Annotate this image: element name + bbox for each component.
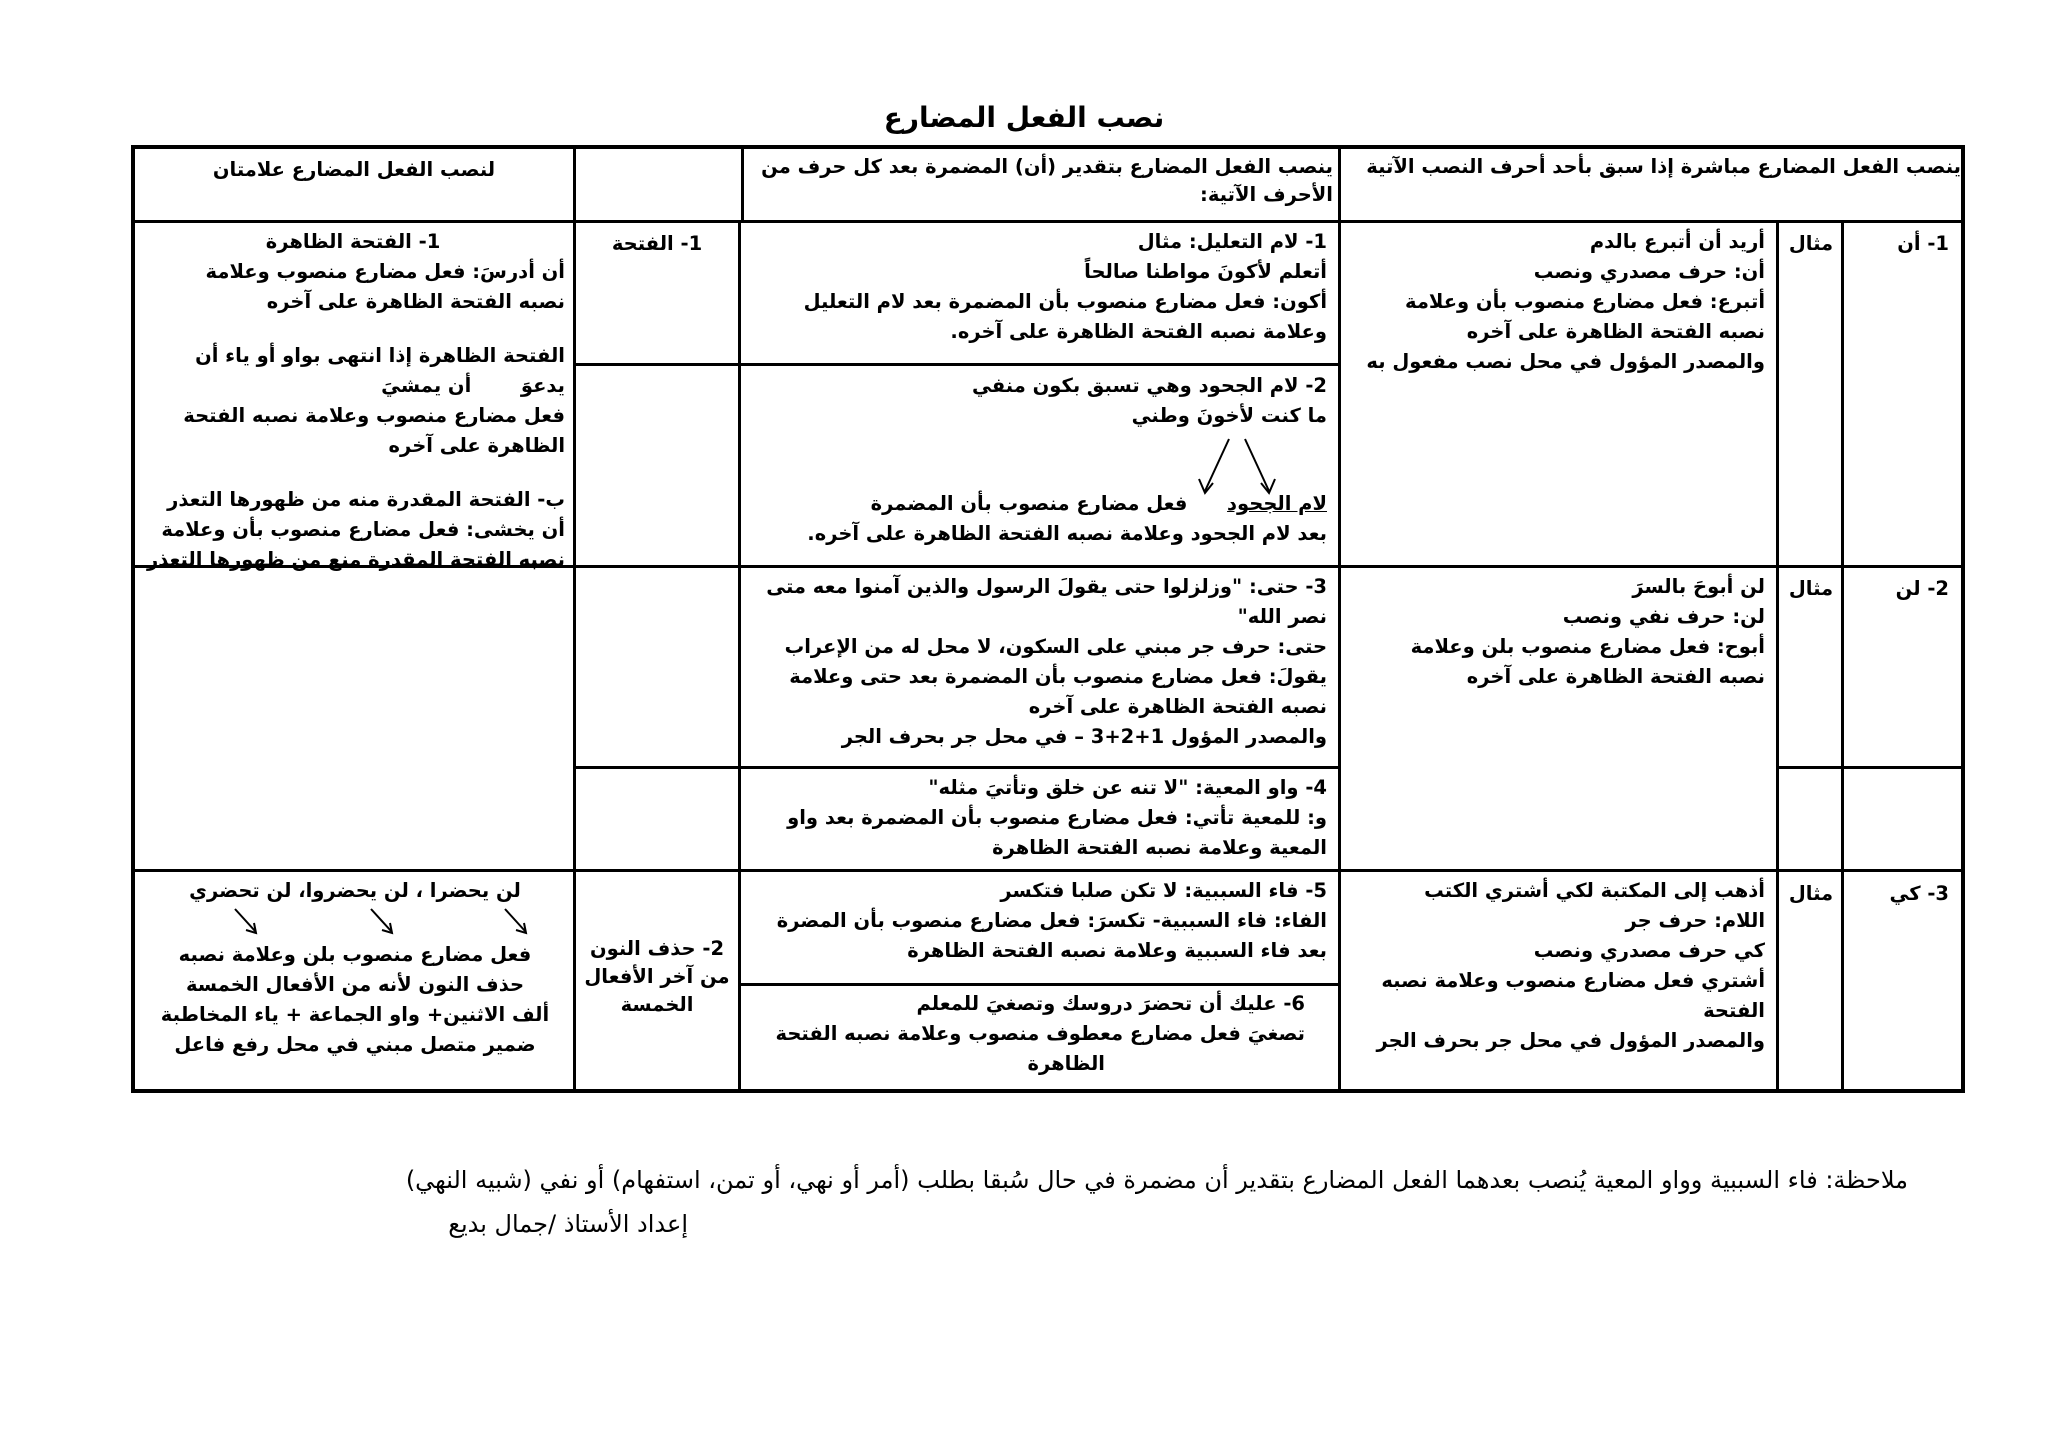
text-line: لن يحضرا ، لن يحضروا، لن تحضري (189, 879, 521, 902)
text-line: أشتري فعل مضارع منصوب وعلامة نصبه (1381, 969, 1765, 992)
waw-maiya-cell (747, 773, 1335, 863)
header-implied-an: ينصب الفعل المضارع بتقدير (أن) المضمرة بعد كل حرف من الأحرف الآتية: (761, 155, 1333, 206)
lam-taleel-cell (747, 227, 1335, 347)
particle-kay: 3- كي (1889, 882, 1949, 905)
page-title: نصب الفعل المضارع (883, 101, 1165, 134)
text-line: أن أدرسَ: فعل مضارع منصوب وعلامة (205, 260, 565, 283)
text-line: أذهب إلى المكتبة لكي أشتري الكتب (1424, 879, 1765, 902)
example-label: مثال (1788, 882, 1834, 905)
hatta-cell (747, 572, 1335, 752)
conjunction-cell (747, 989, 1335, 1079)
example-word: يدعوَ (520, 374, 565, 397)
text-line: والمصدر المؤول في محل جر بحرف الجر (1376, 1029, 1765, 1052)
text-line: وعلامة نصبه الفتحة الظاهرة على آخره. (950, 320, 1327, 343)
text-line: نصبه الفتحة المقدرة منع من ظهورها التعذر (146, 548, 565, 571)
example-kay (1347, 876, 1771, 1056)
grammar-table (131, 145, 1965, 1093)
table-divider (1776, 220, 1779, 1089)
spacer (141, 317, 565, 341)
text-line: 3- حتى: "وزلزلوا حتى يقولَ الرسول والذين آمنوا معه متى (766, 575, 1327, 598)
table-divider (739, 983, 1339, 986)
table-divider (135, 220, 1961, 223)
split-arrows-icon (1165, 435, 1285, 499)
footnote (406, 1158, 1908, 1246)
text-line: لن: حرف نفي ونصب (1562, 605, 1765, 628)
spacer (141, 461, 565, 485)
text-line: الظاهرة على آخره (388, 434, 565, 457)
text-line: 1- لام التعليل: مثال (1137, 230, 1327, 253)
text-line: أتعلم لأكونَ مواطنا صالحاً (1084, 260, 1327, 283)
table-divider (135, 869, 1961, 872)
text-line: نصبه الفتحة الظاهرة على آخره (1466, 320, 1765, 343)
text-line: حذف النون لأنه من الأفعال الخمسة (185, 973, 525, 996)
text-line: الفتحة (1703, 999, 1765, 1022)
table-divider (1777, 766, 1965, 769)
text-line: 6- عليك أن تحضرَ دروسك وتصغيَ للمعلم (916, 992, 1305, 1015)
table-divider (1338, 149, 1341, 1089)
text-line: والمصدر المؤول في محل نصب مفعول به (1366, 350, 1765, 373)
header-direct-particles: ينصب الفعل المضارع مباشرة إذا سبق بأحد أحرف النصب الآتية (1366, 155, 1961, 178)
text-line: 2- لام الجحود وهي تسبق بكون منفي (972, 374, 1327, 397)
example-an (1347, 227, 1771, 377)
lam-juhood-term: لام الجحود (1227, 492, 1327, 515)
text-line: أكون: فعل مضارع منصوب بأن المضمرة بعد لام التعليل (803, 290, 1327, 313)
text-line: ألف الاثنين+ واو الجماعة + ياء المخاطبة (160, 1003, 550, 1026)
text-line: 1- الفتحة الظاهرة (265, 230, 441, 253)
text-line: الخمسة (620, 993, 694, 1016)
text-line: أن يخشى: فعل مضارع منصوب بأن وعلامة (161, 518, 565, 541)
text-line: الفتحة الظاهرة إذا انتهى بواو أو ياء أن (195, 344, 565, 367)
text-line: لن أبوحَ بالسرَ (1632, 575, 1765, 598)
fa-sababiya-cell (747, 876, 1335, 966)
text-line: المعية وعلامة نصبه الفتحة الظاهرة (992, 836, 1327, 859)
fatha-explanation (141, 227, 569, 575)
text-line: من آخر الأفعال (584, 965, 730, 988)
text-line: الظاهرة (1027, 1052, 1105, 1075)
text-line (141, 371, 565, 401)
text-line: نصبه الفتحة الظاهرة على آخره (266, 290, 565, 313)
table-divider (573, 149, 576, 1089)
text-line: حتى: حرف جر مبني على السكون، لا محل له من الإعراب (784, 635, 1327, 658)
header-two-signs: لنصب الفعل المضارع علامتان (212, 158, 496, 181)
table-divider (1841, 220, 1844, 1089)
author-credit: إعداد الأستاذ /جمال بديع (448, 1210, 688, 1238)
text-line: ضمير متصل مبني في محل رفع فاعل (174, 1033, 536, 1056)
text-line: اللام: حرف جر (1625, 909, 1765, 932)
table-divider (741, 149, 744, 220)
note-text: ملاحظة: فاء السببية وواو المعية يُنصب بعدهما الفعل المضارع بتقدير أن مضمرة في حال سُبقا بطلب (أمر أو نهي، أو تمن، استفهام) أو نفي (شبيه النهي) (405, 1166, 1908, 1194)
text-line: تصغيَ فعل مضارع معطوف منصوب وعلامة نصبه الفتحة (775, 1022, 1305, 1045)
text-line: فعل مضارع منصوب وعلامة نصبه الفتحة (183, 404, 565, 427)
text-line: أريد أن أتبرع بالدم (1589, 230, 1765, 253)
text-line: ب- الفتحة المقدرة منه من ظهورها التعذر (167, 488, 565, 511)
text-line: أبوح: فعل مضارع منصوب بلن وعلامة (1410, 635, 1765, 658)
text-line: و: للمعية تأتي: فعل مضارع منصوب بأن المضمرة بعد واو (787, 806, 1327, 829)
text-line: الفاء: فاء السببية- تكسرَ: فعل مضارع منصوب بأن المضرة (776, 909, 1327, 932)
text-line: كي حرف مصدري ونصب (1533, 939, 1765, 962)
text-line: يقولَ: فعل مضارع منصوب بأن المضمرة بعد حتى وعلامة (789, 665, 1327, 688)
text-line: 4- واو المعية: "لا تنه عن خلق وتأتيَ مثله" (928, 776, 1327, 799)
example-lan (1347, 572, 1771, 692)
text-line: ما كنت لأخونَ وطني (1131, 404, 1327, 427)
pronoun-arrows-icon (175, 905, 535, 945)
text-line: بعد فاء السببية وعلامة نصبه الفتحة الظاهرة (907, 939, 1327, 962)
example-word: أن يمشيَ (381, 374, 472, 397)
table-divider (574, 766, 1339, 769)
example-label: مثال (1788, 232, 1834, 255)
text-line: بعد لام الجحود وعلامة نصبه الفتحة الظاهرة على آخره. (807, 522, 1327, 545)
table-divider (738, 220, 741, 1089)
text-line: نصبه الفتحة الظاهرة على آخره (1466, 665, 1765, 688)
text-line: أن: حرف مصدري ونصب (1533, 260, 1765, 283)
text-line: 2- حذف النون (589, 937, 725, 960)
particle-an: 1- أن (1897, 232, 1949, 255)
text-line: نصر الله" (1237, 605, 1327, 628)
lam-juhood-verb: فعل مضارع منصوب بأن المضمرة (870, 492, 1188, 515)
text-line: 5- فاء السببية: لا تكن صلبا فتكسر (1000, 879, 1327, 902)
text-line: أتبرع: فعل مضارع منصوب بأن وعلامة (1405, 290, 1765, 313)
table-divider (574, 363, 1339, 366)
fatha-label: 1- الفتحة (611, 232, 703, 255)
text-line: نصبه الفتحة الظاهرة على آخره (1028, 695, 1327, 718)
hathf-explanation (141, 876, 569, 1060)
example-label: مثال (1788, 577, 1834, 600)
text-line: والمصدر المؤول 1+2+3 – في محل جر بحرف الجر (841, 725, 1327, 748)
hathf-label (577, 935, 737, 1019)
text-line: فعل مضارع منصوب بلن وعلامة نصبه (178, 943, 532, 966)
particle-lan: 2- لن (1895, 577, 1949, 600)
